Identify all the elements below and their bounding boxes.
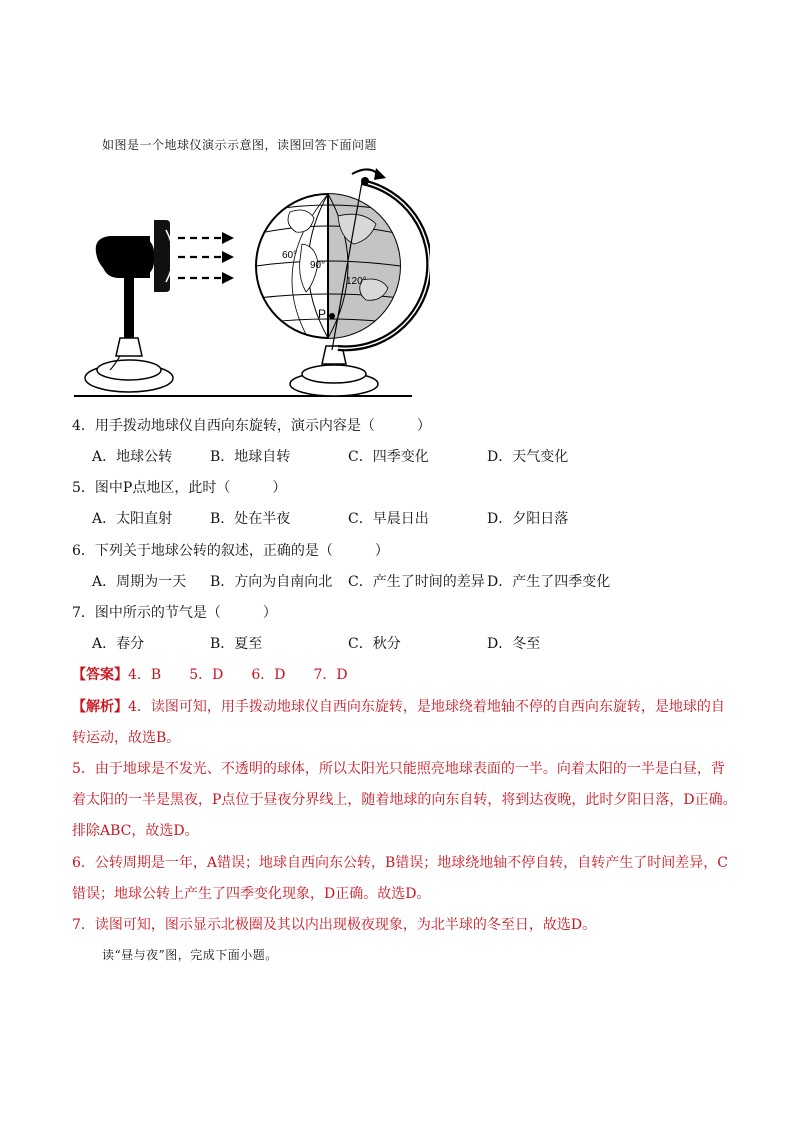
lamp-icon [85,220,173,392]
q7-option-c[interactable]: C．秋分 [348,636,401,652]
globe-demo-figure [70,160,430,405]
answer-text: 4．B 5．D 6．D 7．D [128,667,348,683]
analysis-tag: 【解析】 [72,699,128,715]
analysis-line-4: 着太阳的一半是黑夜，P点位于昼夜分界线上，随着地球的向东自转，将到达夜晚，此时夕阳日落，D正确。 [72,792,737,808]
intro-text: 如图是一个地球仪演示示意图，读图回答下面问题 [102,138,378,152]
analysis-line-3: 5．由于地球是不发光、不透明的球体，所以太阳光只能照亮地球表面的一半。向着太阳的一半是白昼，背 [72,761,725,777]
analysis-line-5: 排除ABC，故选D。 [72,823,199,839]
analysis-line-1 [72,696,725,716]
q4-option-d[interactable]: D．天气变化 [487,449,569,465]
q6-option-b[interactable]: B．方向为自南向北 [210,574,333,590]
q5-option-c[interactable]: C．早晨日出 [348,511,429,527]
q5-option-b[interactable]: B．处在半夜 [210,511,291,527]
question-7-stem: 7．图中所示的节气是（ ） [72,605,277,621]
globe-icon [256,190,408,350]
q7-option-d[interactable]: D．冬至 [487,636,541,652]
analysis-line-2: 转运动，故选B。 [72,730,181,746]
q6-option-a[interactable]: A．周期为一天 [92,574,187,590]
q4-option-a[interactable]: A．地球公转 [92,449,173,465]
q6-option-c[interactable]: C．产生了时间的差异 [348,574,485,590]
analysis-line-8: 7．读图可知，图示显示北极圈及其以内出现极夜现象，为北半球的冬至日，故选D。 [72,917,597,933]
q7-option-b[interactable]: B．夏至 [210,636,263,652]
lat-60-label: 60° [282,250,298,261]
q5-option-a[interactable]: A．太阳直射 [92,511,173,527]
question-4-stem: 4．用手拨动地球仪自西向东旋转，演示内容是（ ） [72,418,431,434]
light-ray-arrows [178,232,234,284]
analysis-line-6: 6．公转周期是一年，A错误；地球自西向东公转，B错误；地球绕地轴不停自转，自转产生了时间差异，C [72,855,729,871]
q7-option-a[interactable]: A．春分 [92,636,145,652]
q6-option-d[interactable]: D．产生了四季变化 [487,574,611,590]
next-intro-text: 读“昼与夜”图，完成下面小题。 [102,948,278,962]
answer-line [72,664,348,684]
lon-90-label: 90° [310,260,326,271]
analysis-line-7: 错误；地球公转上产生了四季变化现象，D正确。故选D。 [72,886,431,902]
lon-120-label: 120° [346,276,367,287]
question-6-stem: 6．下列关于地球公转的叙述，正确的是（ ） [72,543,389,559]
point-p-marker [329,313,335,319]
q4-option-c[interactable]: C．四季变化 [348,449,429,465]
q4-option-b[interactable]: B．地球自转 [210,449,291,465]
globe-stand [290,346,378,396]
question-5-stem: 5．图中P点地区，此时（ ） [72,480,287,496]
analysis-text-1: 4．读图可知，用手拨动地球仪自西向东旋转，是地球绕着地轴不停的自西向东旋转，是地球的自 [128,699,725,715]
q5-option-d[interactable]: D．夕阳日落 [487,511,569,527]
point-p-label: P [318,307,327,321]
answer-tag: 【答案】 [72,667,128,683]
